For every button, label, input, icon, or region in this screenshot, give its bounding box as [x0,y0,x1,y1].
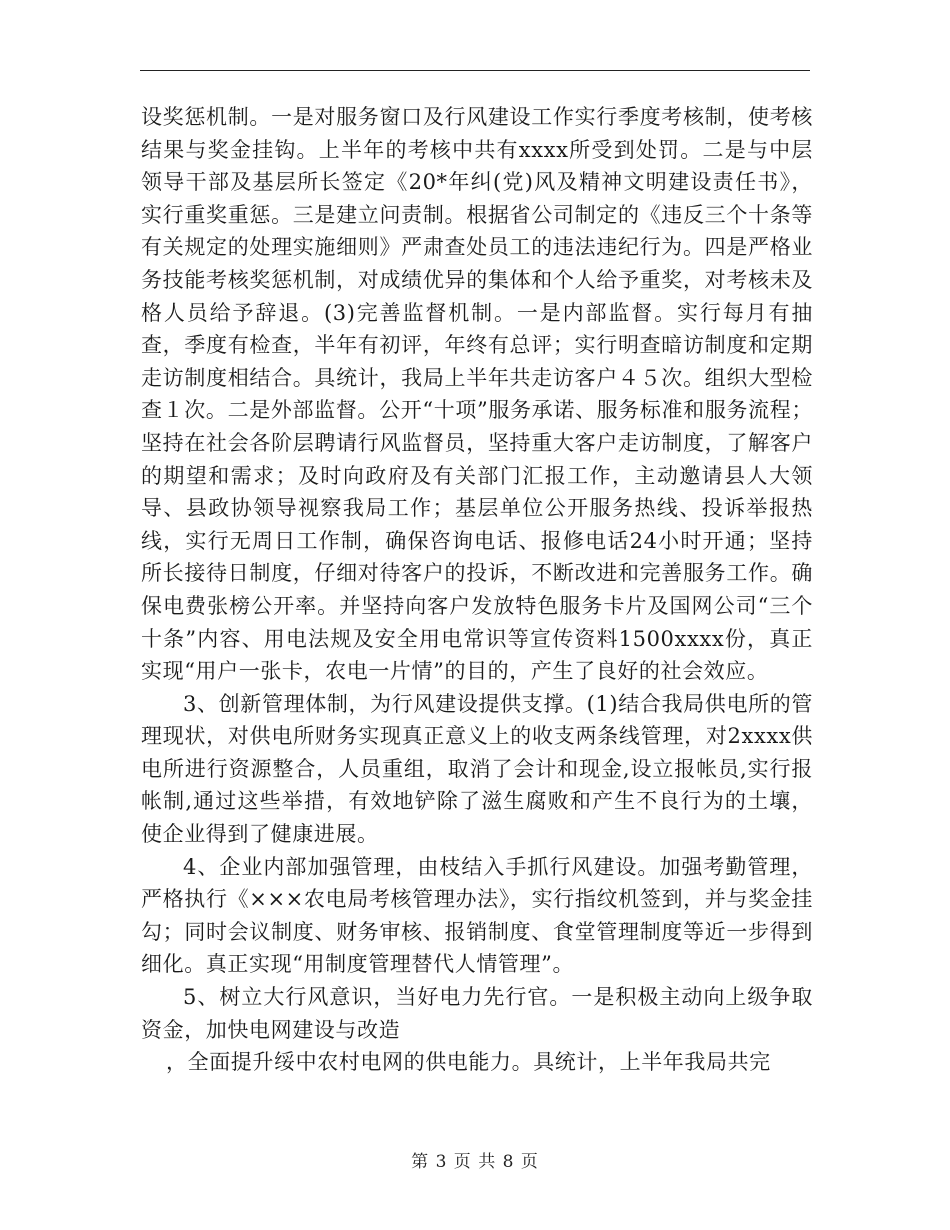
header-rule [140,70,810,71]
paragraph-4: 5、树立大行风意识，当好电力先行官。一是积极主动向上级争取资金，加快电网建设与改造 [141,985,813,1042]
paragraph-2: 3、创新管理体制，为行风建设提供支撑。(1)结合我局供电所的管理现状，对供电所财务实现真正意义上的收支两条线管理，对2xxxx供电所进行资源整合，人员重组，取消了会计和现金,设立报帐员,实行报帐制,通过这些举措，有效地铲除了滋生腐败和产生不良行为的土壤，使企业得到了健康进展。 [141,691,813,847]
paragraph-1: 设奖惩机制。一是对服务窗口及行风建设工作实行季度考核制，使考核结果与奖金挂钩。上半年的考核中共有xxxx所受到处罚。二是与中层领导干部及基层所长签定《20*年纠(党)风及精神文明建设责任书》，实行重奖重惩。三是建立问责制。根据省公司制定的《违反三个十条等有关规定的处理实施细则》严肃查处员工的违法违纪行为。四是严格业务技能考核奖惩机制，对成绩优异的集体和个人给予重奖，对考核未及格人员给予辞退。(3)完善监督机制。一是内部监督。实行每月有抽查，季度有检查，半年有初评，年终有总评；实行明查暗访制度和定期走访制度相结合。具统计，我局上半年共走访客户４５次。组织大型检查１次。二是外部监督。公开“十项”服务承诺、服务标准和服务流程；坚持在社会各阶层聘请行风监督员，坚持重大客户走访制度，了解客户的期望和需求；及时向政府及有关部门汇报工作，主动邀请县人大领导、县政协领导视察我局工作；基层单位公开服务热线、投诉举报热线，实行无周日工作制，确保咨询电话、报修电话24小时开通；坚持所长接待日制度，仔细对待客户的投诉，不断改进和完善服务工作。确保电费张榜公开率。并坚持向客户发放特色服务卡片及国网公司“三个十条”内容、用电法规及安全用电常识等宣传资料1500xxxx份，真正实现“用户一张卡，农电一片情”的目的，产生了良好的社会效应。 [141,105,813,684]
paragraph-3: 4、企业内部加强管理，由枝结入手抓行风建设。加强考勤管理，严格执行《×××农电局考核管理办法》，实行指纹机签到，并与奖金挂勾；同时会议制度、财务审核、报销制度、食堂管理制度等近一步得到细化。真正实现“用制度管理替代人情管理”。 [141,854,813,977]
page-footer: 第 3 页 共 8 页 [411,1152,539,1172]
document-body [141,101,813,1079]
paragraph-5: ，全面提升绥中农村电网的供电能力。具统计，上半年我局共完 [166,1050,771,1075]
